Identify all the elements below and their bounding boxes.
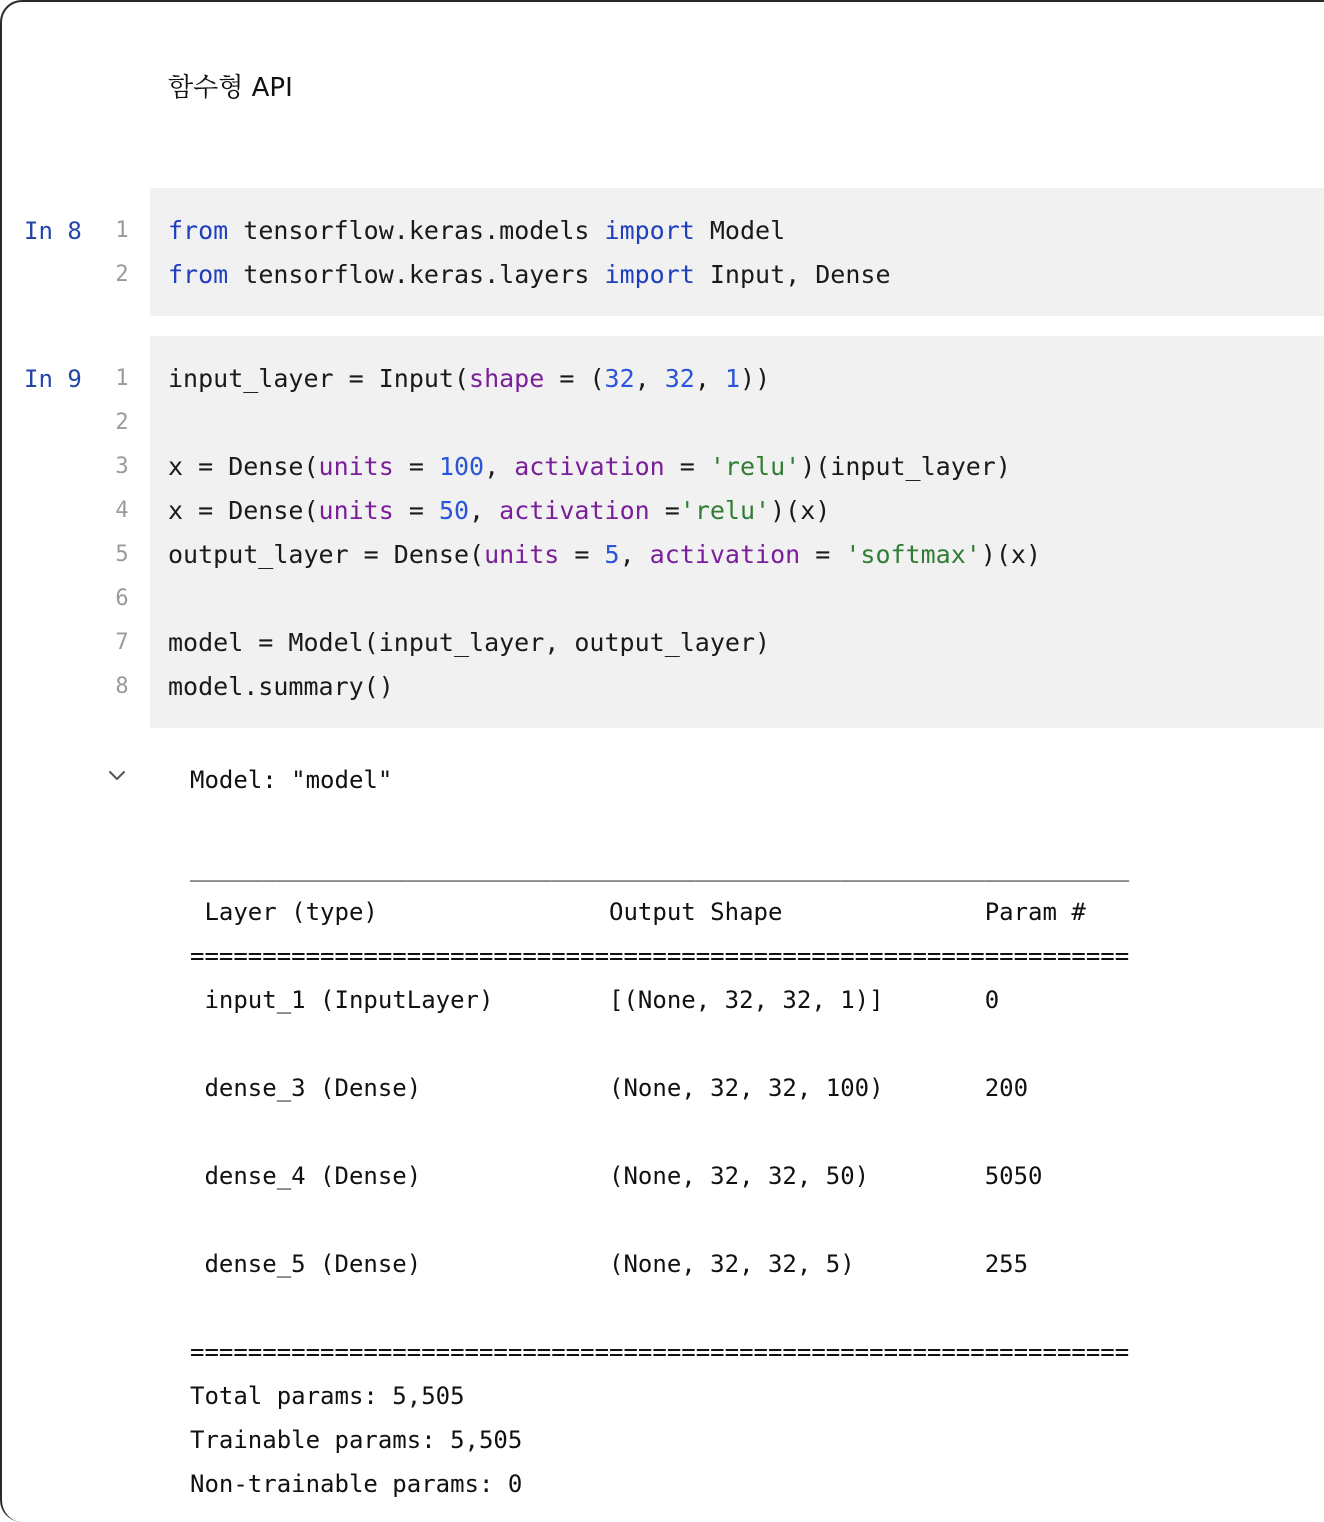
line-number: 5	[115, 542, 129, 567]
code-token: =	[559, 540, 605, 569]
keyword-token: import	[604, 216, 695, 245]
line-number-gutter	[104, 357, 140, 709]
line-number: 7	[115, 630, 129, 655]
output-line: input_1 (InputLayer) [(None, 32, 32, 1)] 0	[190, 986, 1130, 1014]
number-token: 100	[438, 452, 485, 481]
line-number: 8	[115, 674, 129, 699]
output-line	[190, 1110, 1129, 1154]
code-line	[168, 253, 891, 297]
cell-prompt: In 9	[24, 365, 82, 393]
output-line: Layer (type) Output Shape Param #	[190, 898, 1130, 926]
code-token: model.summary()	[168, 672, 394, 701]
code-token: ,	[634, 364, 665, 393]
number-token: 1	[724, 364, 741, 393]
line-number: 2	[115, 410, 129, 435]
code-token: =	[393, 452, 439, 481]
code-line	[168, 621, 1041, 665]
string-token: 'relu'	[709, 452, 801, 481]
code-token: ))	[740, 364, 771, 393]
parameter-token: units	[484, 540, 560, 569]
line-number: 2	[115, 262, 129, 287]
code-line	[168, 401, 1041, 445]
output-line	[190, 802, 1129, 846]
line-number: 1	[115, 366, 129, 391]
code-token: )(x)	[770, 496, 831, 525]
code-token: input_layer = Input(	[168, 364, 470, 393]
code-token: ,	[469, 496, 500, 525]
code-token: x = Dense(	[168, 496, 319, 525]
parameter-token: activation	[649, 540, 801, 569]
output-line: Trainable params: 5,505	[190, 1426, 523, 1454]
output-line	[190, 1022, 1129, 1066]
string-token: 'softmax'	[845, 540, 981, 569]
parameter-token: units	[318, 452, 394, 481]
output-line: dense_4 (Dense) (None, 32, 32, 50) 5050	[190, 1162, 1130, 1190]
code-token: ,	[694, 364, 725, 393]
output-line: dense_3 (Dense) (None, 32, 32, 100) 200	[190, 1074, 1130, 1102]
keyword-token: from	[168, 216, 229, 245]
output-line: Non-trainable params: 0	[190, 1470, 523, 1498]
code-line	[168, 533, 1041, 577]
keyword-token: import	[604, 260, 695, 289]
code-line	[168, 357, 1041, 401]
line-number: 1	[115, 218, 129, 243]
number-token: 50	[438, 496, 470, 525]
code-editor[interactable]	[168, 357, 1041, 709]
code-token: output_layer = Dense(	[168, 540, 485, 569]
code-line	[168, 577, 1041, 621]
code-token: )(x)	[980, 540, 1042, 569]
number-token: 32	[664, 364, 695, 393]
code-token: ,	[619, 540, 650, 569]
parameter-token: units	[318, 496, 394, 525]
code-line	[168, 445, 1041, 489]
output-line: =================================================================	[190, 1338, 1130, 1366]
code-token: =	[649, 496, 680, 525]
output-line: Model: "model"	[190, 766, 393, 794]
output-line: _________________________________________________________________	[190, 854, 1130, 882]
line-number: 4	[115, 498, 129, 523]
code-line	[168, 209, 891, 253]
code-token: tensorflow.keras.layers	[228, 260, 605, 289]
code-line	[168, 489, 1041, 533]
code-token: =	[393, 496, 439, 525]
code-token: tensorflow.keras.models	[228, 216, 605, 245]
code-token: Model	[694, 216, 786, 245]
code-editor[interactable]	[168, 209, 891, 297]
code-token: )(input_layer)	[800, 452, 1011, 481]
code-token: =	[800, 540, 846, 569]
code-token: Input, Dense	[694, 260, 891, 289]
parameter-token: activation	[514, 452, 665, 481]
output-line: dense_5 (Dense) (None, 32, 32, 5) 255	[190, 1250, 1130, 1278]
line-number: 3	[115, 454, 129, 479]
cell-prompt: In 8	[24, 217, 82, 245]
parameter-token: activation	[499, 496, 650, 525]
output-line: =================================================================	[190, 942, 1130, 970]
code-line	[168, 665, 1041, 709]
cell-output	[190, 758, 1129, 1506]
line-number: 6	[115, 586, 129, 611]
output-line: Total params: 5,505	[190, 1382, 465, 1410]
chevron-down-icon[interactable]	[106, 764, 128, 786]
keyword-token: from	[168, 260, 229, 289]
number-token: 5	[604, 540, 620, 569]
markdown-heading: 함수형 API	[168, 73, 293, 103]
code-token: x = Dense(	[168, 452, 319, 481]
code-token: model = Model(input_layer, output_layer)	[168, 628, 771, 657]
code-token: = (	[544, 364, 605, 393]
code-token: =	[664, 452, 710, 481]
string-token: 'relu'	[679, 496, 771, 525]
output-line	[190, 1286, 1129, 1330]
parameter-token: shape	[469, 364, 545, 393]
code-token: ,	[484, 452, 515, 481]
number-token: 32	[604, 364, 635, 393]
line-number-gutter	[104, 209, 140, 297]
output-line	[190, 1198, 1129, 1242]
